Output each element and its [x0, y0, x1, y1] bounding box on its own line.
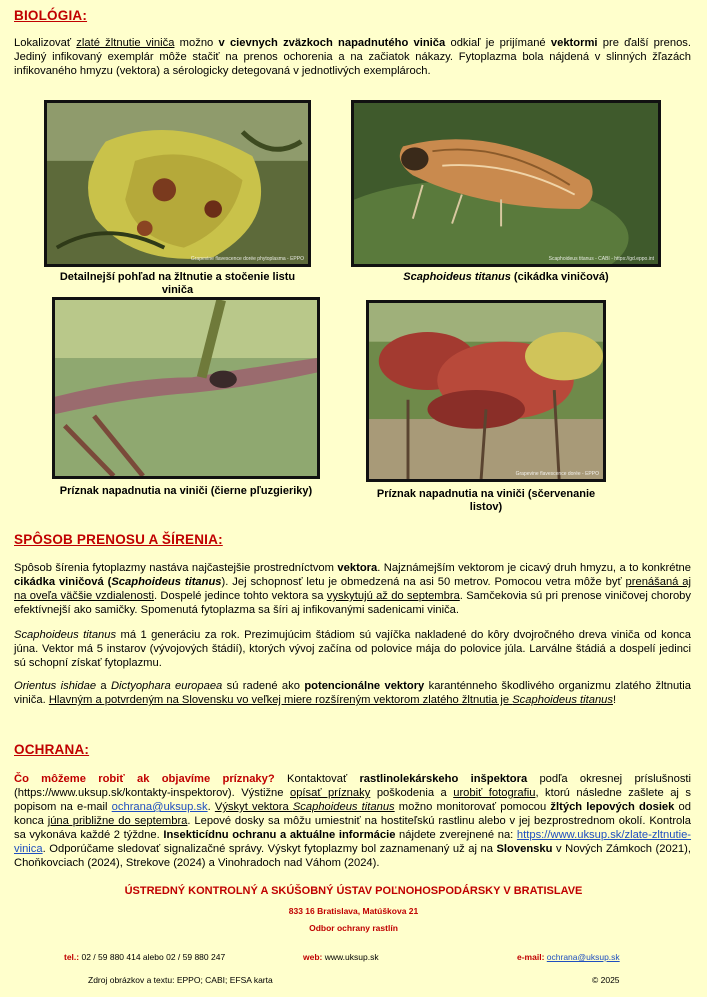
photo-yellowing-leaf: [44, 100, 311, 267]
caption-leafhopper: Scaphoideus titanus (cikádka viničová): [403, 271, 609, 283]
footer-web: web: www.uksup.sk: [303, 952, 379, 962]
info-link[interactable]: https://www.uksup.sk/zlate-zltnutie-vinica: [14, 829, 692, 855]
photo-credit: Grapevine flavescence dorée phytoplasma - EPPO: [190, 256, 304, 262]
caption-red-leaves: Príznak napadnutia na viniči (sčervenanie listov): [376, 488, 596, 513]
protection-paragraph: Čo môžeme robiť ak objavíme príznaky? Kontaktovať rastlinolekárskeho inšpektora podľa okresnej príslušnosti (https://www.uksup.sk/kontakty-inspektorov). Výstižne opísať príznaky poškodenia a urobiť fotografiu, ktorú následne zašlete aj s popisom na e-mail ochrana@uksup.sk. Výskyt vektora Scaphoideus titanus možno monitorovať pomocou žltých lepových dosiek od konca júna približne do septembra. Lepové dosky sa môžu umiestniť na hostiteľskú rastlinu alebo v jej bezprostrednom okolí. Kontrola sa vykonáva každé 2 týždne. Insekticídnu ochranu a aktuálne informácie nájdete zverejnené na: https://www.uksup.sk/zlate-zltnutie-vinica. Odporúčame sledovať signalizačné správy. Výskyt fytoplazmy bol zaznamenaný už aj na Slovensku v Nových Zámkoch (2021), Choňkovciach (2024), Strekove (2024) a Vinohradoch nad Váhom (2024).: [14, 773, 692, 869]
footer-source: Zdroj obrázkov a textu: EPPO; CABI; EFSA karta: [88, 975, 273, 985]
spread-paragraph-3: Orientus ishidae a Dictyophara europaea sú radené ako potencionálne vektory karanténneho škodlivého organizmu zlatého žltnutia viniča. Hlavným a potvrdeným na Slovensku vo veľkej miere rozšíreným vektorom zlatého žltnutia je Scaphoideus titanus!: [14, 680, 691, 706]
footer-address: 833 16 Bratislava, Matúškova 21: [288, 906, 419, 916]
photo-black-pustules: [52, 297, 320, 479]
footer-org: ÚSTREDNÝ KONTROLNÝ A SKÚŠOBNÝ ÚSTAV POĽNOHOSPODÁRSKY V BRATISLAVE: [124, 885, 583, 897]
photo-leafhopper: [351, 100, 661, 267]
biology-paragraph: Lokalizovať zlaté žltnutie viniča možno v cievnych zväzkoch napadnutého viniča odkiaľ je prijímané vektormi pre ďalší prenos. Jediný infikovaný exemplár môže stačiť na prenos ochorenia a na začiatok nákazy. Fytoplazma bola nájdená v slinných žľazách infikovaného hmyzu (vektora) a sérologicky detegovaná v jednotlivých exemplároch.: [14, 37, 691, 77]
photo-credit: Grapevine flavescence dorée - EPPO: [515, 471, 599, 477]
caption-yellowing-leaf: Detailnejší pohľad na žltnutie a stočenie listu viniča: [59, 271, 296, 296]
footer-tel: tel.: 02 / 59 880 414 alebo 02 / 59 880 247: [64, 952, 226, 962]
caption-black-pustules: Príznak napadnutia na viniči (čierne pľuzgieriky): [59, 485, 313, 497]
footer-email: e-mail: ochrana@uksup.sk: [517, 952, 620, 962]
photo-red-leaves: [366, 300, 606, 482]
section-heading-spread: SPÔSOB PRENOSU A ŠÍRENIA:: [14, 532, 223, 547]
spread-paragraph-2: Scaphoideus titanus má 1 generáciu za rok. Prezimujúcim štádiom sú vajíčka nakladené do kôry dvojročného dreva viniča od konca júna. Vektor má 5 instarov (vývojových štádií), ktorých vývoj začína od polovice mája do polovice júla. Larválne štádiá a dospelí jedinci sú schopní získať fytoplazmu.: [14, 629, 691, 669]
section-heading-biology: BIOLÓGIA:: [14, 8, 88, 23]
footer-email-link[interactable]: ochrana@uksup.sk: [546, 952, 620, 962]
footer-dept: Odbor ochrany rastlín: [309, 923, 398, 933]
footer-copyright: © 2025: [592, 975, 620, 985]
email-link[interactable]: ochrana@uksup.sk: [111, 801, 208, 813]
spread-paragraph-1: Spôsob šírenia fytoplazmy nastáva najčastejšie prostredníctvom vektora. Najznámejším vektorom je cicavý druh hmyzu, a to konkrétne cikádka viničová (Scaphoideus titanus). Jej schopnosť letu je obmedzená na asi 50 metrov. Pomocou vetra môže byť prenášaná aj na oveľa väčšie vzdialenosti. Dospelé jedince tohto vektora sa vyskytujú až do septembra. Samčekovia sú pri prenose viničovej choroby efektívnejší ako samičky. Spomenutá fytoplazma sa šíri aj infikovanými sadenicami viniča.: [14, 562, 691, 616]
photo-credit: Scaphoideus titanus - CABI - https://gd.eppo.int: [548, 256, 654, 262]
section-heading-protection: OCHRANA:: [14, 742, 90, 757]
